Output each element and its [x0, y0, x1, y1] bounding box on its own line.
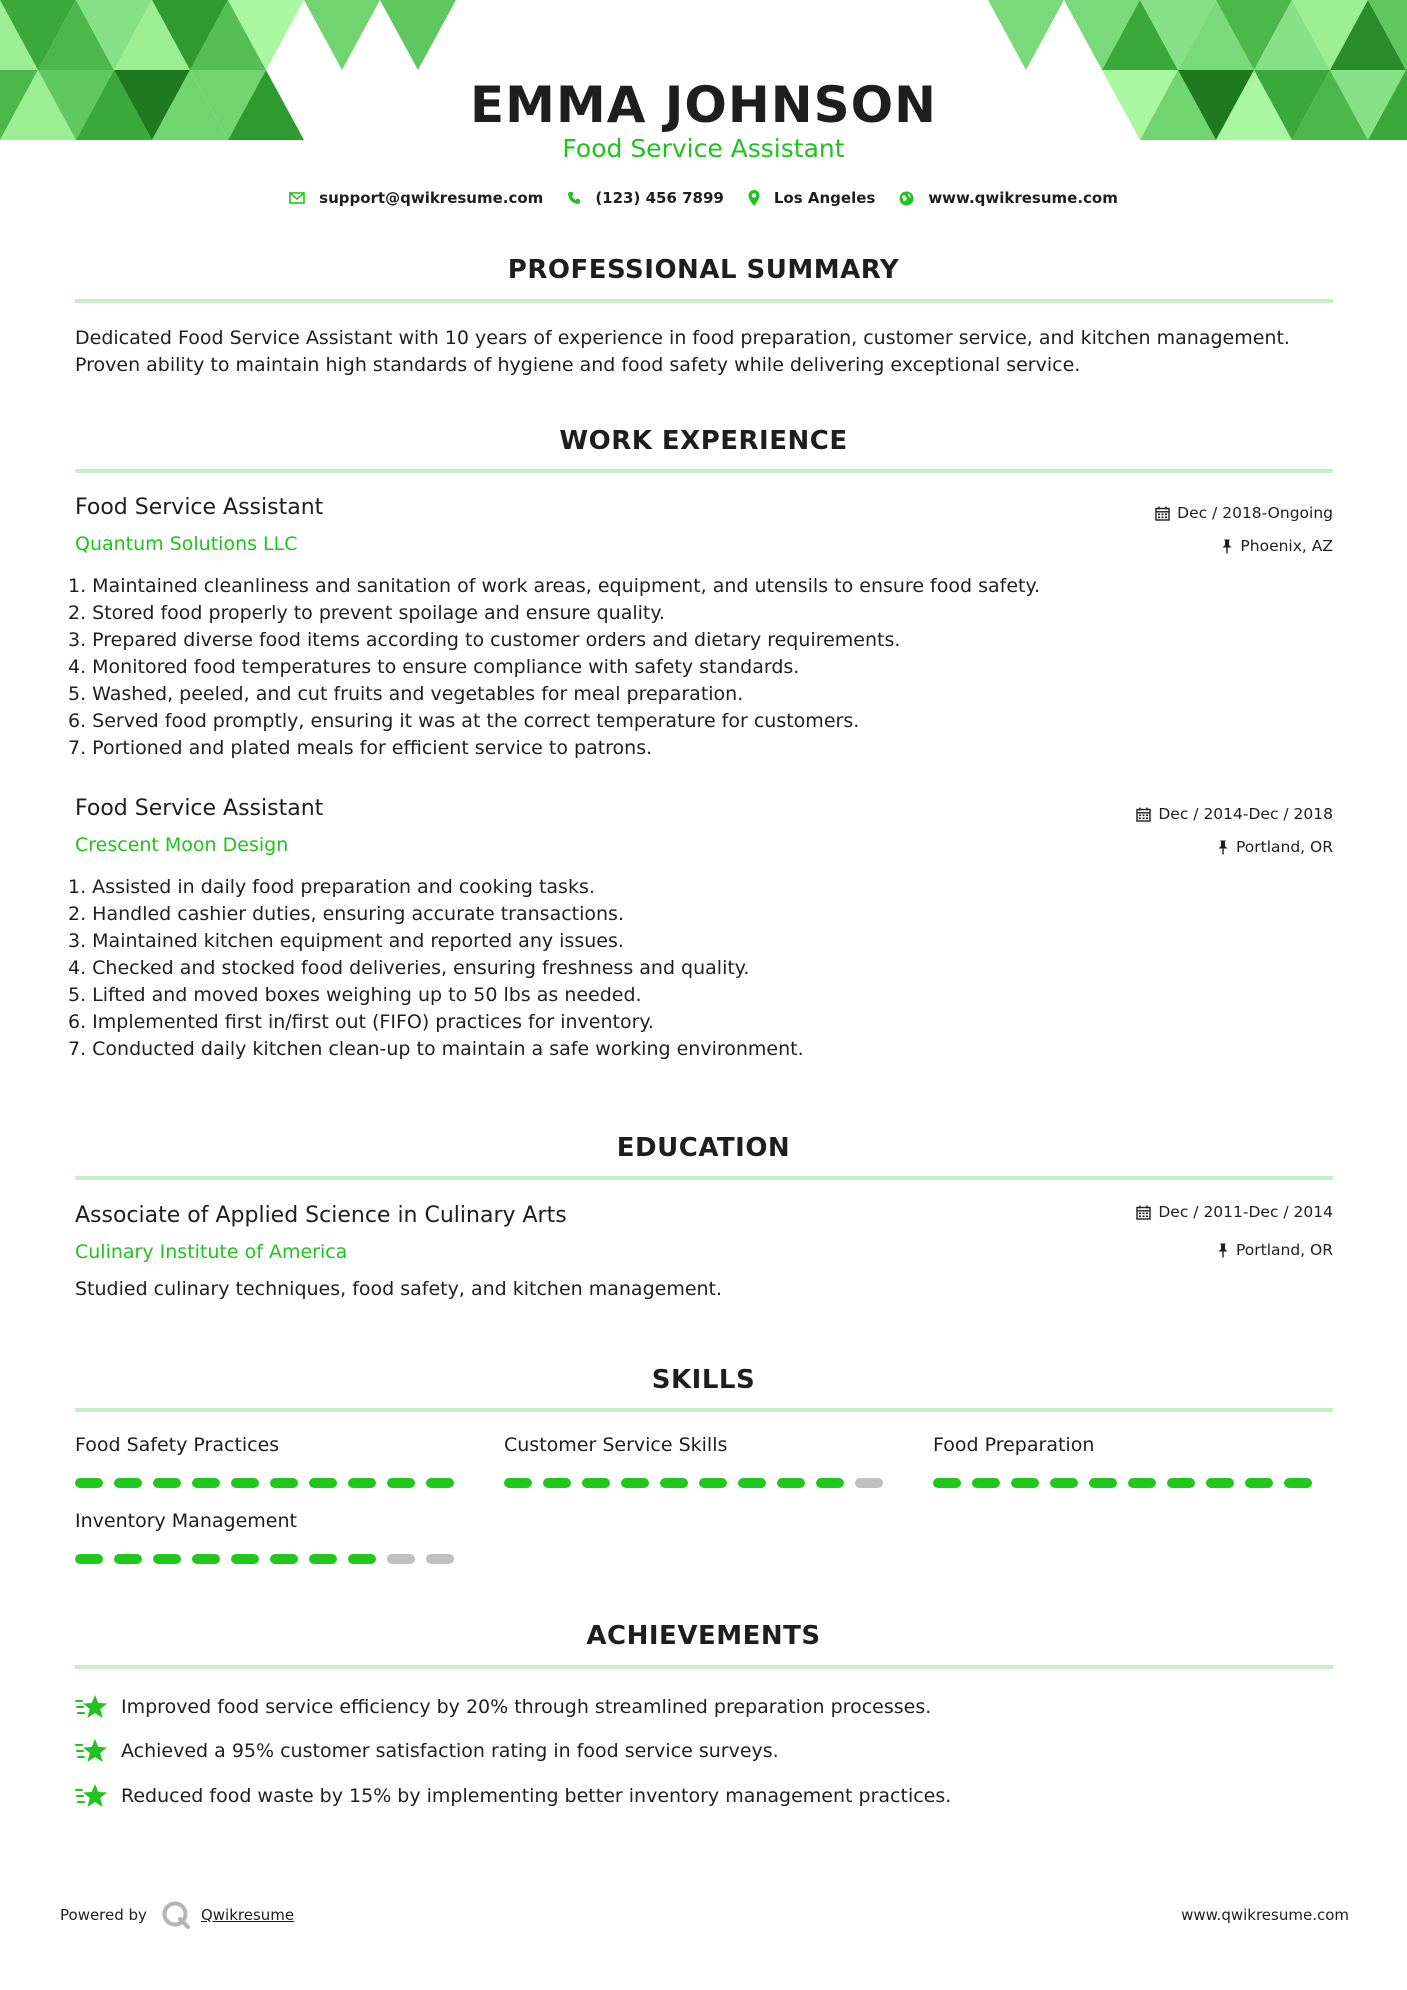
phone-icon — [567, 191, 581, 205]
pushpin-icon — [1221, 539, 1233, 554]
skill-level-dot — [192, 1478, 220, 1488]
qwikresume-link[interactable]: Qwikresume — [200, 1906, 295, 1924]
skill-level-dot — [660, 1478, 688, 1488]
skill-level-dot — [1284, 1478, 1312, 1488]
skill-level-dot — [270, 1554, 298, 1564]
star-icon — [75, 1693, 108, 1720]
skill-level-meter — [75, 1478, 465, 1488]
section-title-experience: WORK EXPERIENCE — [559, 426, 848, 456]
skill-level-dot — [309, 1554, 337, 1564]
job-role: Food Service Assistant — [75, 495, 324, 520]
achievement-item — [75, 1737, 779, 1764]
list-item: 1. Assisted in daily food preparation and cooking tasks. — [68, 876, 595, 898]
section-divider — [75, 1665, 1333, 1669]
section-title-skills: SKILLS — [651, 1365, 756, 1395]
contact-phone[interactable] — [567, 189, 724, 207]
skill-level-dot — [933, 1478, 961, 1488]
section-title-education: EDUCATION — [616, 1133, 791, 1163]
section-title-achievements: ACHIEVEMENTS — [586, 1621, 821, 1651]
job-title: Food Service Assistant — [562, 134, 845, 163]
skill-level-dot — [426, 1554, 454, 1564]
list-item: 1. Maintained cleanliness and sanitation of work areas, equipment, and utensils to ensure food safety. — [68, 575, 1041, 597]
job-company: Quantum Solutions LLC — [75, 533, 298, 555]
list-item: 4. Monitored food temperatures to ensure compliance with safety standards. — [68, 656, 800, 678]
map-pin-icon — [748, 190, 760, 206]
footer-powered-by — [60, 1900, 294, 1930]
list-item: 2. Handled cashier duties, ensuring accurate transactions. — [68, 903, 625, 925]
phone-text: (123) 456 7899 — [595, 189, 724, 207]
skill-level-dot — [348, 1478, 376, 1488]
list-item: 6. Implemented first in/first out (FIFO) practices for inventory. — [68, 1011, 654, 1033]
contact-bar — [0, 189, 1407, 207]
skill-level-dot — [738, 1478, 766, 1488]
achievement-item — [75, 1693, 931, 1720]
calendar-icon — [1155, 506, 1170, 521]
achievement-text: Reduced food waste by 15% by implementing better inventory management practices. — [121, 1784, 952, 1807]
website-text: www.qwikresume.com — [928, 189, 1118, 207]
calendar-icon — [1136, 1205, 1151, 1220]
skill-level-dot — [1011, 1478, 1039, 1488]
skill-level-dot — [855, 1478, 883, 1488]
list-item: 5. Washed, peeled, and cut fruits and vegetables for meal preparation. — [68, 683, 744, 705]
education-school: Culinary Institute of America — [75, 1241, 348, 1263]
section-title-summary: PROFESSIONAL SUMMARY — [507, 255, 900, 285]
skill-level-dot — [1128, 1478, 1156, 1488]
job-location-text: Phoenix, AZ — [1240, 537, 1333, 555]
skill-item — [933, 1434, 1313, 1464]
skill-level-dot — [153, 1554, 181, 1564]
skill-level-dot — [231, 1554, 259, 1564]
skill-level-dot — [309, 1478, 337, 1488]
qwikresume-logo-icon — [161, 1900, 191, 1930]
skill-item — [504, 1434, 884, 1464]
skill-level-dot — [348, 1554, 376, 1564]
job-duties-list — [68, 874, 1318, 1063]
skill-level-dot — [816, 1478, 844, 1488]
achievement-text: Achieved a 95% customer satisfaction rating in food service surveys. — [121, 1739, 779, 1762]
list-item: 7. Conducted daily kitchen clean-up to maintain a safe working environment. — [68, 1038, 804, 1060]
job-location-text: Portland, OR — [1235, 838, 1333, 856]
skill-level-dot — [114, 1478, 142, 1488]
skill-level-dot — [543, 1478, 571, 1488]
section-divider — [75, 1176, 1333, 1180]
skill-level-dot — [1089, 1478, 1117, 1488]
list-item: 6. Served food promptly, ensuring it was at the correct temperature for customers. — [68, 710, 860, 732]
education-location — [1217, 1241, 1333, 1259]
list-item: 4. Checked and stocked food deliveries, ensuring freshness and quality. — [68, 957, 750, 979]
email-text: support@qwikresume.com — [319, 189, 544, 207]
skill-level-dot — [270, 1478, 298, 1488]
banner-triangle — [912, 0, 988, 70]
banner-triangle — [456, 0, 532, 70]
calendar-icon — [1136, 807, 1151, 822]
job-dates-text: Dec / 2014-Dec / 2018 — [1158, 805, 1333, 823]
job-duties-list — [68, 573, 1318, 762]
skill-level-dot — [192, 1554, 220, 1564]
summary-text: Dedicated Food Service Assistant with 10 years of experience in food preparation, customer service, and kitchen management. Proven ability to maintain high standards of hygiene and food safety while delivering exceptional service. — [75, 327, 1290, 376]
location-text: Los Angeles — [773, 189, 876, 207]
skill-name: Inventory Management — [75, 1510, 297, 1532]
skill-level-meter — [75, 1554, 465, 1564]
star-icon — [75, 1782, 108, 1809]
skill-level-dot — [582, 1478, 610, 1488]
skill-level-dot — [504, 1478, 532, 1488]
education-dates-text: Dec / 2011-Dec / 2014 — [1158, 1203, 1333, 1221]
pushpin-icon — [1217, 1243, 1229, 1258]
section-divider — [75, 469, 1333, 473]
job-dates — [1155, 504, 1333, 522]
skill-level-dot — [1245, 1478, 1273, 1488]
skill-level-meter — [933, 1478, 1323, 1488]
skill-level-dot — [1206, 1478, 1234, 1488]
section-divider — [75, 1408, 1333, 1412]
achievement-text: Improved food service efficiency by 20% through streamlined preparation processes. — [121, 1695, 932, 1718]
skill-level-dot — [387, 1478, 415, 1488]
skill-level-dot — [387, 1554, 415, 1564]
contact-location — [748, 189, 875, 207]
skill-name: Food Safety Practices — [75, 1434, 280, 1456]
skill-name: Food Preparation — [933, 1434, 1095, 1456]
footer-website[interactable]: www.qwikresume.com — [1181, 1906, 1349, 1924]
globe-icon — [899, 191, 914, 206]
list-item: 2. Stored food properly to prevent spoilage and ensure quality. — [68, 602, 665, 624]
skill-item — [75, 1434, 455, 1464]
skill-item — [75, 1510, 455, 1540]
achievement-item — [75, 1782, 951, 1809]
skill-level-dot — [777, 1478, 805, 1488]
job-dates — [1136, 805, 1333, 823]
skill-level-dot — [75, 1554, 103, 1564]
contact-email[interactable] — [289, 189, 543, 207]
skill-name: Customer Service Skills — [504, 1434, 728, 1456]
job-dates-text: Dec / 2018-Ongoing — [1177, 504, 1333, 522]
skill-level-dot — [1167, 1478, 1195, 1488]
education-description: Studied culinary techniques, food safety, and kitchen management. — [75, 1278, 723, 1300]
list-item: 7. Portioned and plated meals for efficient service to patrons. — [68, 737, 653, 759]
job-location — [1217, 838, 1333, 856]
education-degree: Associate of Applied Science in Culinary Arts — [75, 1203, 567, 1228]
skill-level-dot — [153, 1478, 181, 1488]
job-role: Food Service Assistant — [75, 796, 324, 821]
skill-level-dot — [114, 1554, 142, 1564]
section-divider — [75, 299, 1333, 303]
powered-by-label: Powered by — [60, 1906, 147, 1924]
envelope-icon — [289, 192, 305, 204]
skill-level-dot — [75, 1478, 103, 1488]
skill-level-dot — [972, 1478, 1000, 1488]
skill-level-dot — [231, 1478, 259, 1488]
skill-level-dot — [1050, 1478, 1078, 1488]
list-item: 3. Prepared diverse food items according to customer orders and dietary requirements. — [68, 629, 901, 651]
candidate-name: EMMA JOHNSON — [470, 76, 937, 134]
star-icon — [75, 1737, 108, 1764]
job-location — [1221, 537, 1333, 555]
skill-level-dot — [699, 1478, 727, 1488]
job-company: Crescent Moon Design — [75, 834, 289, 856]
contact-website[interactable] — [899, 189, 1118, 207]
list-item: 3. Maintained kitchen equipment and reported any issues. — [68, 930, 624, 952]
skill-level-dot — [621, 1478, 649, 1488]
list-item: 5. Lifted and moved boxes weighing up to 50 lbs as needed. — [68, 984, 642, 1006]
pushpin-icon — [1217, 840, 1229, 855]
education-dates — [1136, 1203, 1333, 1221]
skill-level-meter — [504, 1478, 894, 1488]
education-location-text: Portland, OR — [1235, 1241, 1333, 1259]
skill-level-dot — [426, 1478, 454, 1488]
